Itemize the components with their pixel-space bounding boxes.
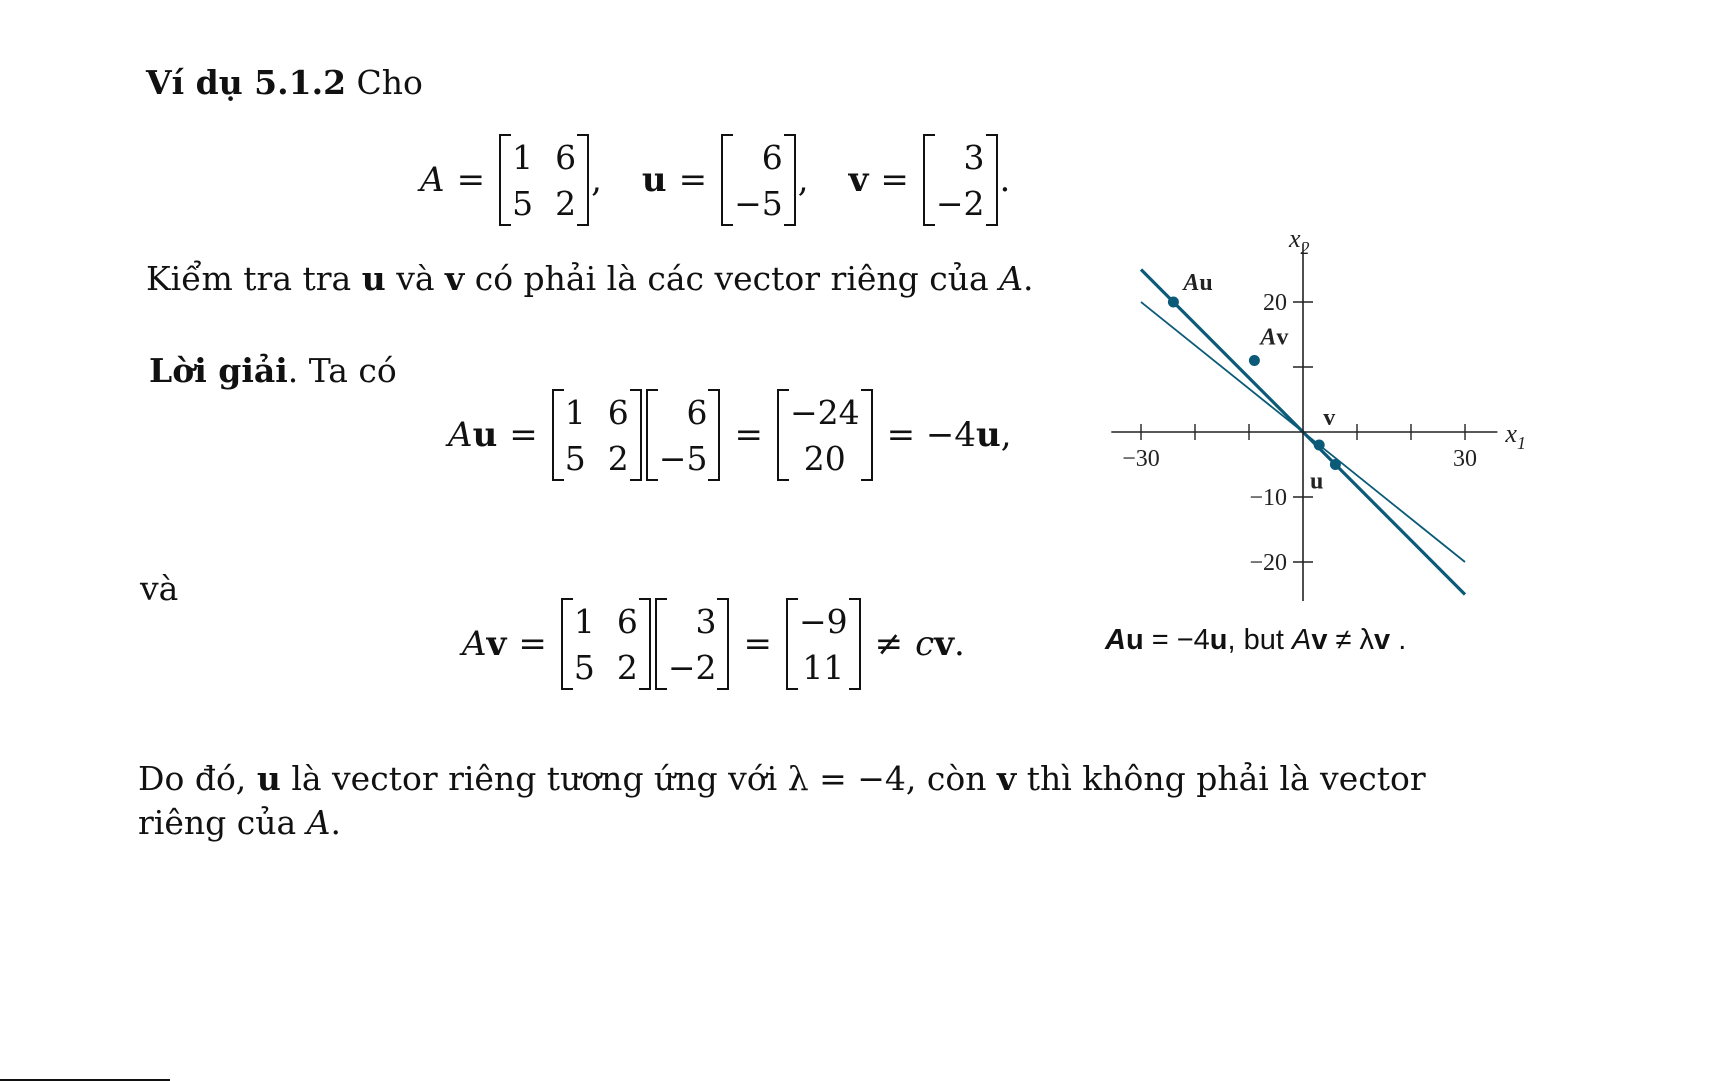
eigenvector-plot [1100, 225, 1540, 615]
vector-u-copy: 6 −5 [648, 389, 719, 481]
matrix-A-copy2: 1 6 5 2 [563, 598, 649, 690]
solution-heading [149, 351, 397, 390]
definition-equation: A = 1 6 5 2 , u = 6 −5 , v = 3 −2 . [420, 134, 1010, 226]
solution-label: Lời giải [149, 351, 288, 390]
x-axis-label: $x_1$ [1505, 419, 1526, 453]
x-tick-label: 30 [1453, 446, 1477, 472]
y-tick-label: 20 [1263, 290, 1287, 316]
problem-statement: Kiểm tra tra u và v có phải là các vector riêng của A. [146, 259, 1034, 298]
point-label-v: v [1323, 405, 1336, 431]
matrix-A: 1 6 5 2 [501, 134, 587, 226]
vector-v-copy: 3 −2 [657, 598, 728, 690]
vector-u-name: u [641, 160, 667, 200]
solution-text: . Ta có [287, 351, 397, 390]
y-tick-label: −10 [1249, 485, 1287, 511]
point-Au [1168, 297, 1179, 308]
example-text: Cho [356, 63, 423, 102]
example-heading [146, 63, 423, 102]
vector-v-name: v [848, 160, 869, 200]
matrix-A-copy: 1 6 5 2 [554, 389, 640, 481]
point-label-u: u [1310, 468, 1324, 495]
point-label-Av: Av [1260, 324, 1289, 351]
vector-u: 6 −5 [723, 134, 794, 226]
and-word: và [140, 569, 179, 608]
result-Au: −24 20 [779, 389, 871, 481]
chart-caption: Au = −4u, but Av ≠ λv . [1105, 624, 1407, 656]
result-Av: −9 11 [788, 598, 859, 690]
example-label: Ví dụ 5.1.2 [146, 63, 347, 102]
conclusion-line-2: riêng của A. [138, 803, 341, 842]
y-tick-label: −20 [1249, 550, 1287, 576]
point-label-Au: Au [1183, 270, 1213, 296]
equation-Av: A v = 1 6 5 2 3 −2 = −9 11 ≠ c v . [462, 598, 965, 690]
conclusion-line-1: Do đó, u là vector riêng tương ứng với λ = −4, còn v thì không phải là vector [138, 759, 1426, 798]
x-tick-label: −30 [1122, 446, 1160, 472]
vector-v: 3 −2 [925, 134, 996, 226]
equation-Au: A u = 1 6 5 2 6 −5 = −24 20 = −4 u , [448, 389, 1012, 481]
y-axis-label: $x_2$ [1289, 225, 1310, 258]
point-u [1330, 459, 1341, 470]
point-Av [1249, 355, 1260, 366]
matrix-A-name: A [420, 160, 445, 200]
point-v [1314, 440, 1325, 451]
